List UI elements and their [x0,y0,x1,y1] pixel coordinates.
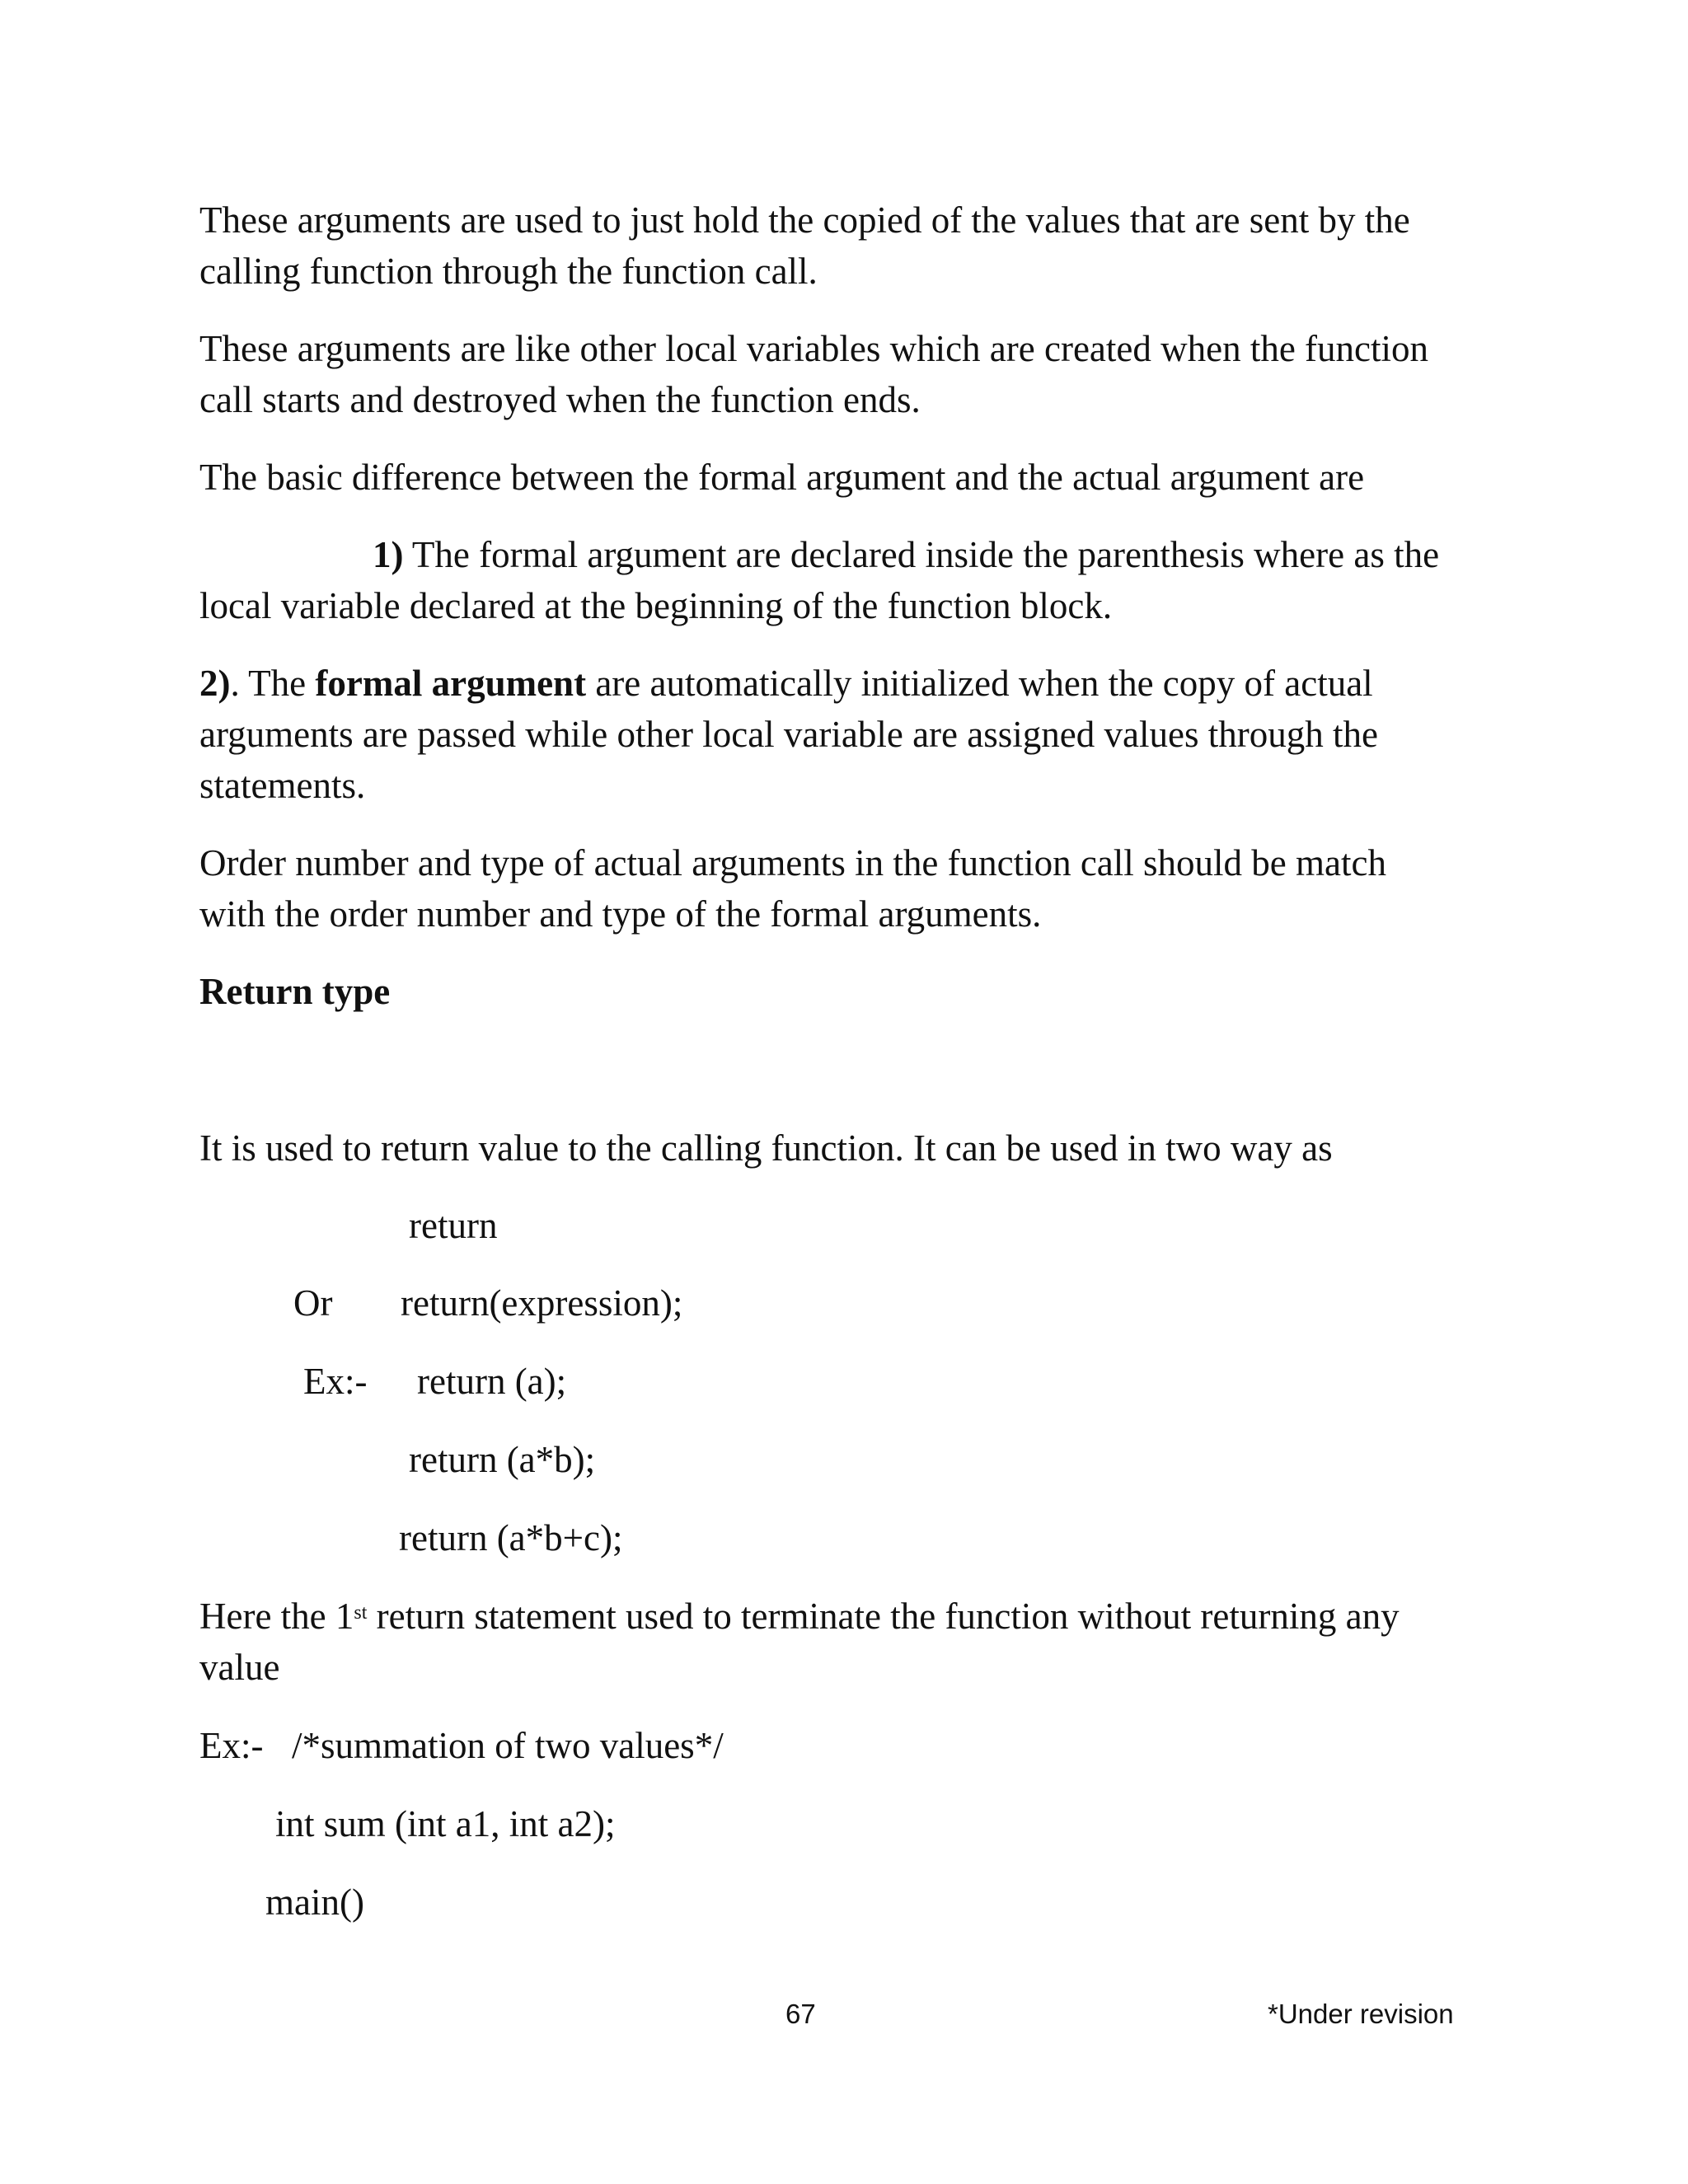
note-text: return statement used to terminate the function without returning any [367,1596,1400,1637]
item-2-term: formal argument [315,663,587,704]
code-line-1: int sum (int a1, int a2); [275,1803,616,1844]
example-2: return (a*b); [409,1439,596,1480]
example-3: return (a*b+c); [399,1517,623,1558]
example-1: return (a); [417,1361,567,1402]
section-heading: Return type [199,971,391,1012]
para-2-line-1: These arguments are like other local variables which are created when the function [199,328,1429,369]
intro-text: It is used to return value to the calling function. It can be used in two way as [199,1127,1333,1169]
note-prefix: Here the 1 [199,1596,354,1637]
example2-label: Ex:- [199,1725,264,1766]
para-2-line-2: call starts and destroyed when the function ends. [199,379,921,420]
note-ordinal: st [354,1602,368,1624]
item-2-line-2: arguments are passed while other local variable are assigned values through the [199,714,1378,755]
item-1-text: The formal argument are declared inside the parenthesis where as the [403,534,1440,575]
revision-note: *Under revision [1268,1999,1454,2029]
para-4-line-1: Order number and type of actual arguments in the function call should be match [199,842,1386,883]
item-2-line-1 [199,658,1373,709]
form-return-expression: return(expression); [401,1282,683,1324]
page-number: 67 [785,1999,816,2029]
item-1-line-2: local variable declared at the beginning of the function block. [199,585,1113,626]
item-1-line-1 [373,529,1439,580]
example2-comment: /*summation of two values*/ [292,1725,724,1766]
para-1-line-1: These arguments are used to just hold the copied of the values that are sent by the [199,199,1410,241]
para-4-line-2: with the order number and type of the formal arguments. [199,893,1042,935]
para-3: The basic difference between the formal argument and the actual argument are [199,457,1365,498]
or-label: Or [293,1282,333,1324]
item-1-number: 1) [373,534,404,575]
item-2-separator: . The [230,663,316,704]
code-line-2: main() [265,1882,364,1923]
item-2-text: are automatically initialized when the copy of actual [586,663,1373,704]
example-label: Ex:- [303,1361,368,1402]
item-2-line-3: statements. [199,765,366,806]
para-1-line-2: calling function through the function call. [199,251,818,292]
note-line-1 [199,1591,1400,1642]
item-2-number: 2) [199,663,231,704]
note-line-2: value [199,1647,280,1688]
form-return: return [409,1205,498,1246]
